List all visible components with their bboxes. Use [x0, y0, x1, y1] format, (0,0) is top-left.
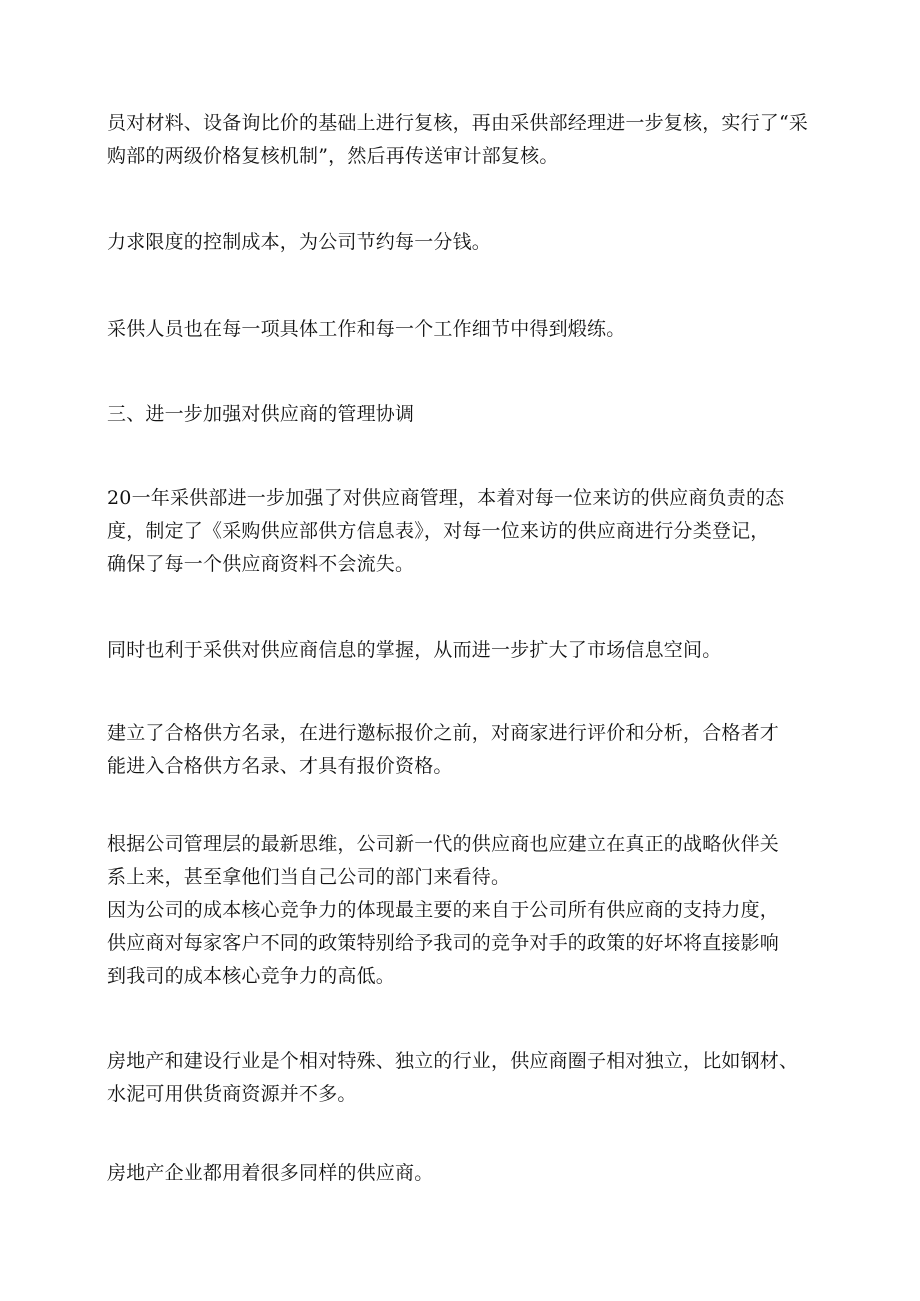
paragraph-qualified-suppliers [107, 717, 823, 783]
text-line: 因为公司的成本核心竞争力的体现最主要的来自于公司所有供应商的支持力度， [107, 899, 780, 921]
text-line: 确保了每一个供应商资料不会流失。 [107, 553, 415, 575]
text-line: 20一年采供部进一步加强了对供应商管理，本着对每一位来访的供应商负责的态 [107, 487, 785, 509]
paragraph-shared-suppliers [107, 1157, 823, 1190]
text-line: 员对材料、设备询比价的基础上进行复核，再由采供部经理进一步复核，实行了“采 [107, 112, 809, 134]
text-line: 同时也利于采供对供应商信息的掌握，从而进一步扩大了市场信息空间。 [107, 639, 722, 661]
text-line: 根据公司管理层的最新思维，公司新一代的供应商也应建立在真正的战略伙伴关 [107, 833, 780, 855]
text-line: 力求限度的控制成本，为公司节约每一分钱。 [107, 231, 492, 253]
text-line: 房地产企业都用着很多同样的供应商。 [107, 1162, 434, 1184]
text-line: 系上来，甚至拿他们当自己公司的部门来看待。 [107, 866, 511, 888]
text-line: 到我司的成本核心竞争力的高低。 [107, 965, 396, 987]
paragraph-staff-training [107, 313, 823, 346]
text-line: 度，制定了《采购供应部供方信息表》，对每一位来访的供应商进行分类登记， [107, 520, 770, 542]
paragraph-strategic-partners [107, 828, 823, 993]
text-line: 建立了合格供方名录，在进行邀标报价之前，对商家进行评价和分析，合格者才 [107, 722, 780, 744]
text-line: 购部的两级价格复核机制”，然后再传送审计部复核。 [107, 145, 559, 167]
paragraph-industry-context [107, 1045, 823, 1111]
text-line: 房地产和建设行业是个相对特殊、独立的行业，供应商圈子相对独立，比如钢材、 [107, 1050, 799, 1072]
paragraph-price-review [107, 107, 823, 173]
paragraph-cost-control [107, 226, 823, 259]
text-line: 水泥可用供货商资源并不多。 [107, 1083, 357, 1105]
text-line: 供应商对每家客户不同的政策特别给予我司的竞争对手的政策的好坏将直接影响 [107, 932, 780, 954]
text-line: 能进入合格供方名录、才具有报价资格。 [107, 755, 453, 777]
text-line: 采供人员也在每一项具体工作和每一个工作细节中得到煅练。 [107, 318, 626, 340]
section-heading-supplier-management [107, 398, 823, 431]
paragraph-supplier-registration [107, 482, 823, 581]
paragraph-market-info [107, 634, 823, 667]
text-line: 三、进一步加强对供应商的管理协调 [107, 403, 415, 425]
